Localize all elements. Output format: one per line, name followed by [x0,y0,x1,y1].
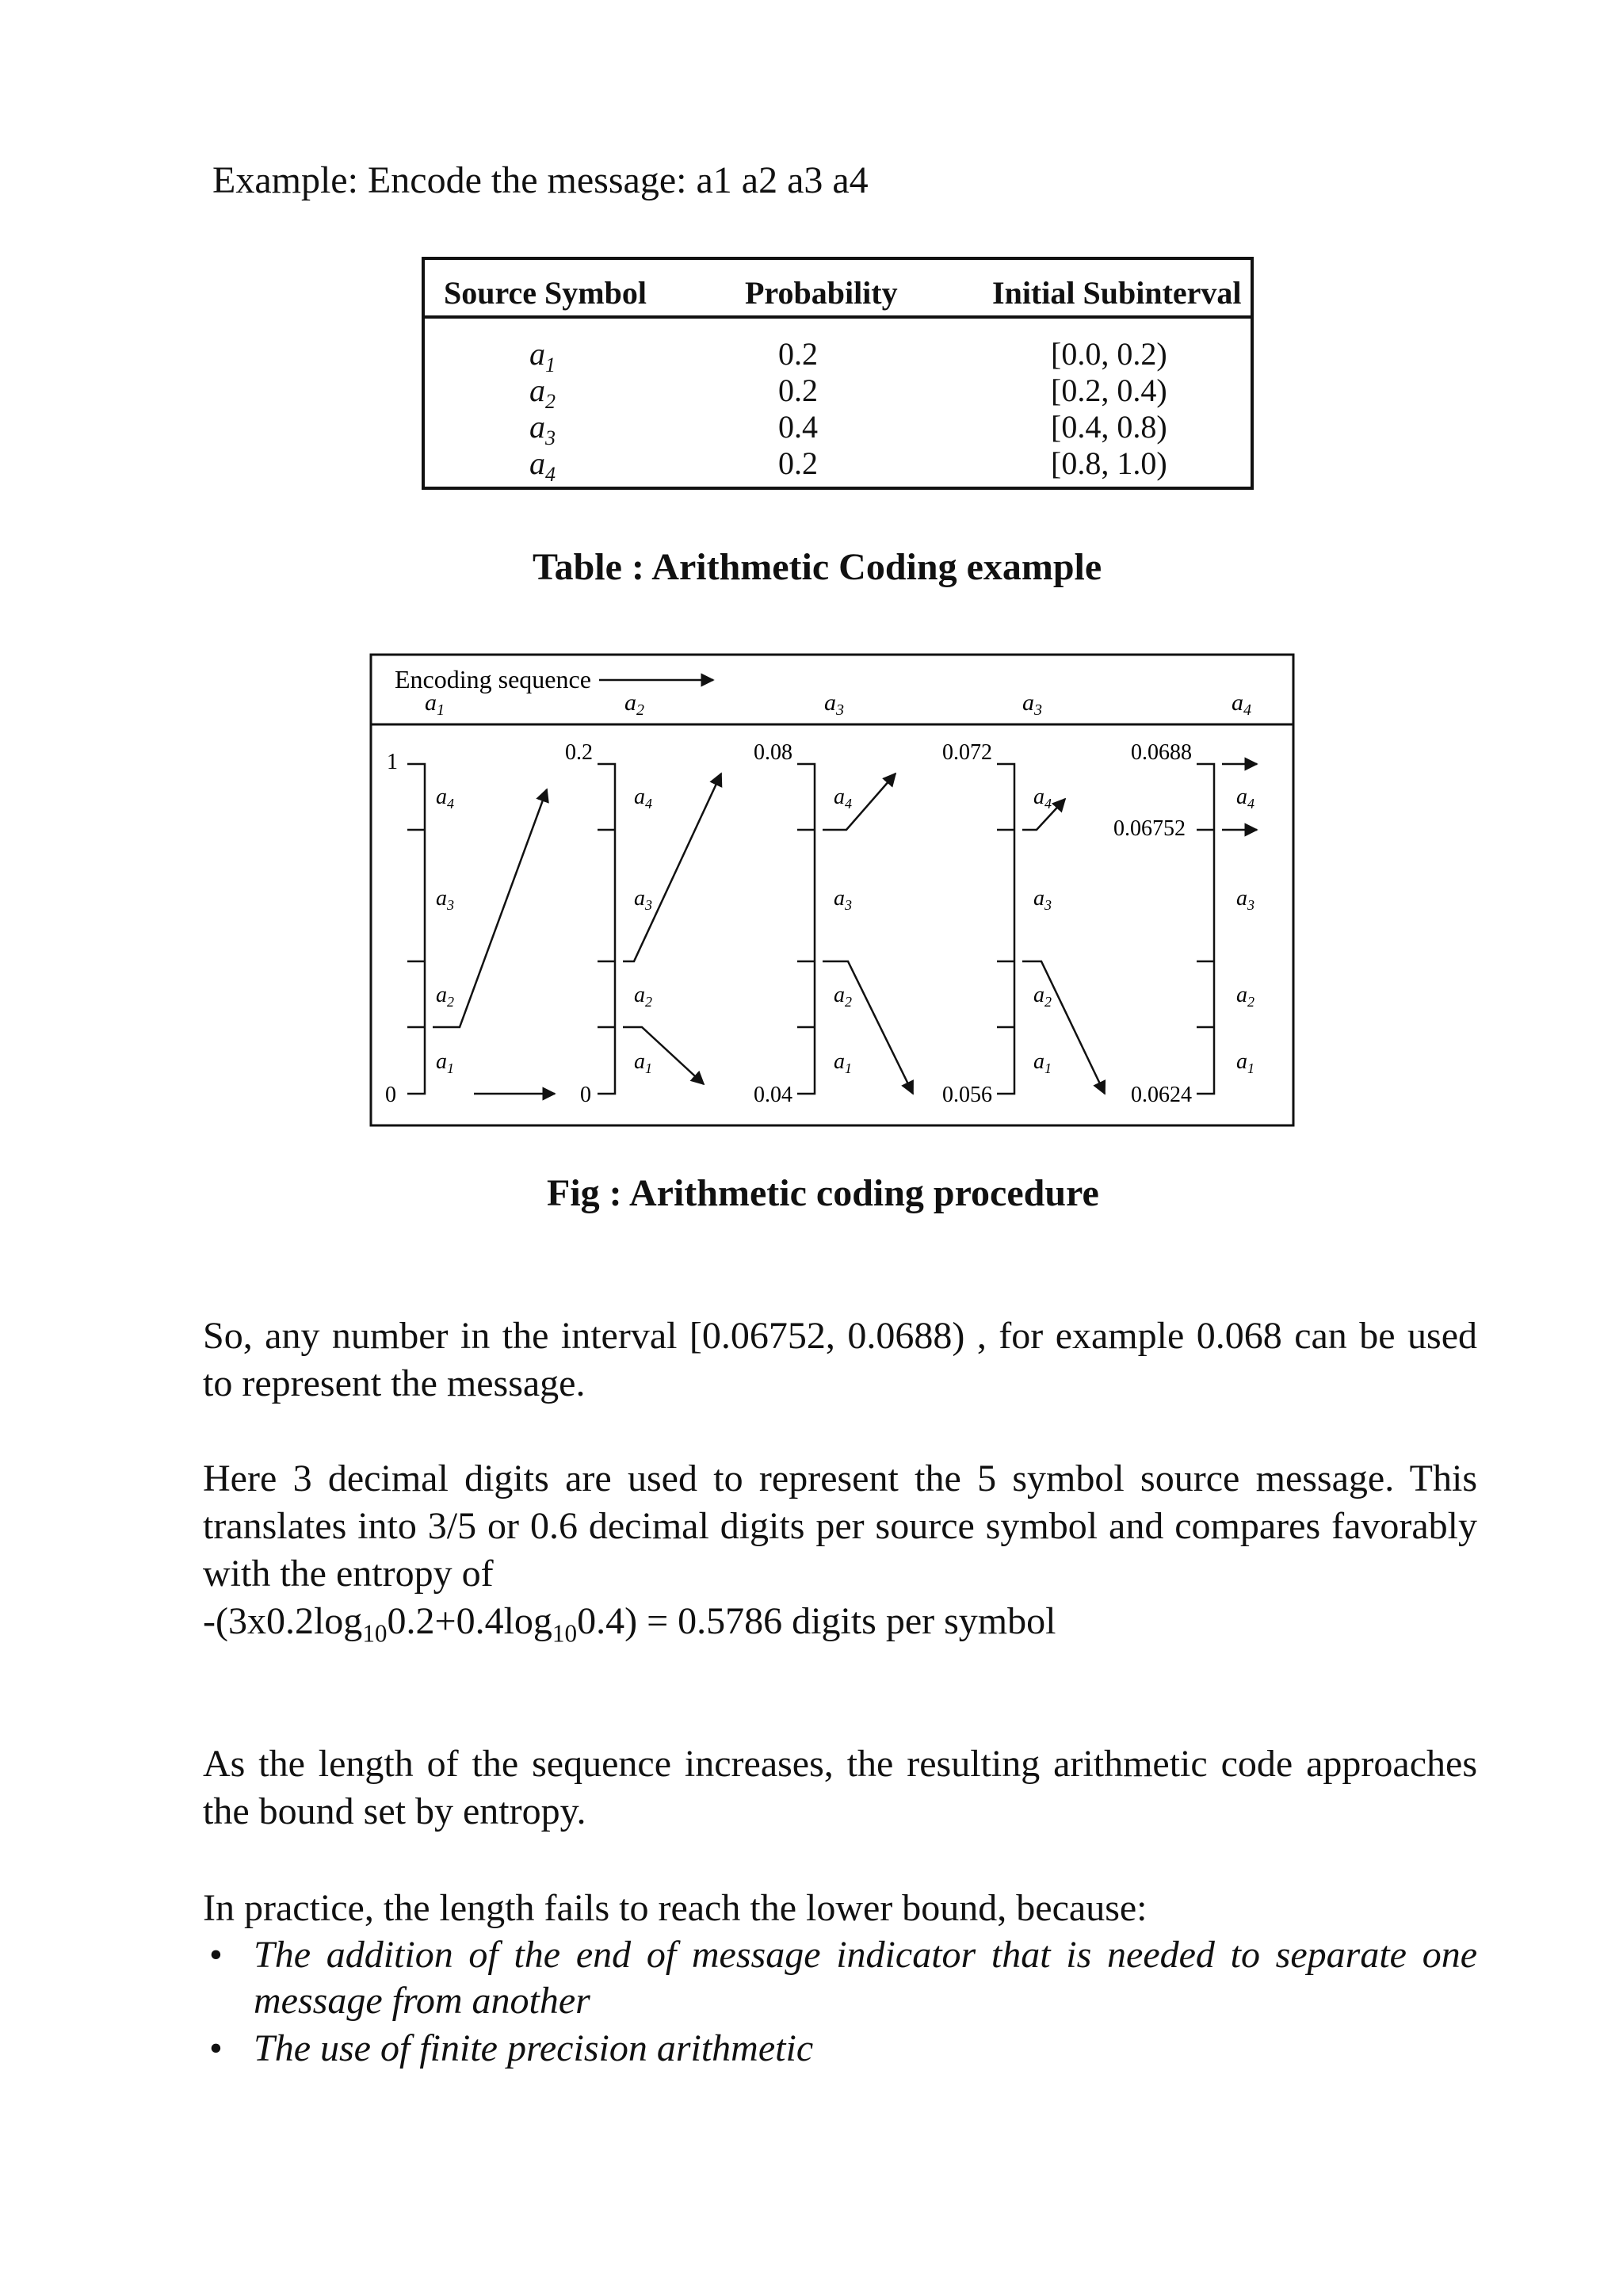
interval-bottom-value: 0.04 [754,1083,792,1107]
subinterval-label: $a_3$ [1033,886,1052,913]
table-cell-probability: 0.4 [778,409,818,445]
bullet-icon: • [209,1934,223,1976]
paragraph-interval: So, any number in the interval [0.06752, 0.0688) , for example 0.068 can be used to represent the message. [203,1315,1477,1404]
table-cell-interval: [0.8, 1.0) [1051,445,1167,481]
subinterval-label: $a_1$ [834,1049,852,1076]
interval-bar-5 [1197,764,1214,1094]
paragraph-practice: In practice, the length fails to reach the lower bound, because: [203,1887,1148,1929]
subinterval-label: $a_4$ [834,785,852,812]
subinterval-label: $a_1$ [1033,1049,1052,1076]
table-cell-probability: 0.2 [778,372,818,408]
paragraph-sequence-length: As the length of the sequence increases, the resulting arithmetic code approaches the bound set by entropy. [203,1743,1477,1832]
table-cell-interval: [0.4, 0.8) [1051,409,1167,445]
encoding-sequence-label: Encoding sequence [395,665,591,693]
subinterval-label: $a_3$ [436,886,454,913]
bullet-icon: • [209,2027,223,2069]
interval-bottom-value: 0.0624 [1131,1083,1192,1107]
table-cell-probability: 0.2 [778,445,818,481]
figure-caption: Fig : Arithmetic coding procedure [547,1172,1099,1214]
subinterval-label: $a_2$ [634,983,652,1010]
interval-top-value: 0.0688 [1131,740,1192,765]
table-cell-symbol: $a_4$ [529,445,556,486]
axis-label-bottom: 0 [385,1083,396,1107]
interval-bar-1 [407,764,425,1094]
interval-bar-2 [598,764,615,1094]
col-header-interval: Initial Subinterval [992,275,1242,311]
interval-bottom-value: 0 [580,1083,591,1107]
interval-top-value: 0.08 [754,740,792,765]
table-cell-symbol: $a_1$ [529,336,556,376]
symbol-table [422,257,1254,490]
subinterval-label: $a_2$ [1236,983,1254,1010]
subinterval-label: $a_2$ [1033,983,1052,1010]
sequence-symbol: $a_2$ [624,690,644,719]
zoom-arrows [433,764,1257,1094]
subinterval-label: $a_4$ [634,785,652,812]
subinterval-label: $a_1$ [634,1049,652,1076]
interval-bottom-value: 0.056 [942,1083,992,1107]
example-heading: Example: Encode the message: a1 a2 a3 a4 [212,159,869,201]
interval-bar-4 [997,764,1014,1094]
table-cell-symbol: $a_3$ [529,409,556,449]
sequence-symbol: $a_3$ [824,690,844,719]
subinterval-label: $a_3$ [634,886,652,913]
sequence-symbol: $a_4$ [1232,690,1251,719]
list-item [203,2026,1477,2073]
col-header-probability: Probability [745,275,898,311]
subinterval-label: $a_4$ [1236,785,1254,812]
sequence-symbol: $a_1$ [425,690,445,719]
table-cell-interval: [0.0, 0.2) [1051,336,1167,372]
subinterval-label: $a_2$ [436,983,454,1010]
subinterval-label: $a_4$ [436,785,454,812]
table-caption: Table : Arithmetic Coding example [533,546,1102,588]
table-cell-symbol: $a_2$ [529,372,556,413]
header-divider [425,315,1251,319]
table-cell-probability: 0.2 [778,336,818,372]
subinterval-label: $a_4$ [1033,785,1052,812]
subinterval-label: $a_1$ [436,1049,454,1076]
bullet-text: The use of finite precision arithmetic [254,2027,814,2069]
subinterval-label: $a_1$ [1236,1049,1254,1076]
subinterval-label: $a_3$ [834,886,852,913]
subinterval-label: $a_3$ [1236,886,1254,913]
axis-label-top: 1 [387,750,398,774]
interval-top-value: 0.2 [565,740,593,765]
paragraph-digits: Here 3 decimal digits are used to represent the 5 symbol source message. This translates into 3/5 or 0.6 decimal digits per source symbol and compares favorably with the entropy of $-(3x0.2\log_{10}0.2+0.4\log_{10}0.4) = 0.5786$ digits per symbol [203,1457,1477,1648]
col-header-symbol: Source Symbol [444,275,647,311]
bullet-text: The addition of the end of message indicator that is needed to separate one message from another [254,1934,1477,2022]
list-item [203,1932,1477,2027]
sequence-symbol: $a_3$ [1022,690,1042,719]
interval-bar-3 [797,764,815,1094]
arithmetic-coding-figure [369,653,1295,1127]
table-cell-interval: [0.2, 0.4) [1051,372,1167,408]
interval-top-value: 0.072 [942,740,992,765]
entropy-formula: $-(3x0.2\log_{10}0.2+0.4\log_{10}0.4) = 0.5786$ digits per symbol [203,1600,1056,1648]
interval-extra-value: 0.06752 [1113,816,1186,841]
subinterval-label: $a_2$ [834,983,852,1010]
